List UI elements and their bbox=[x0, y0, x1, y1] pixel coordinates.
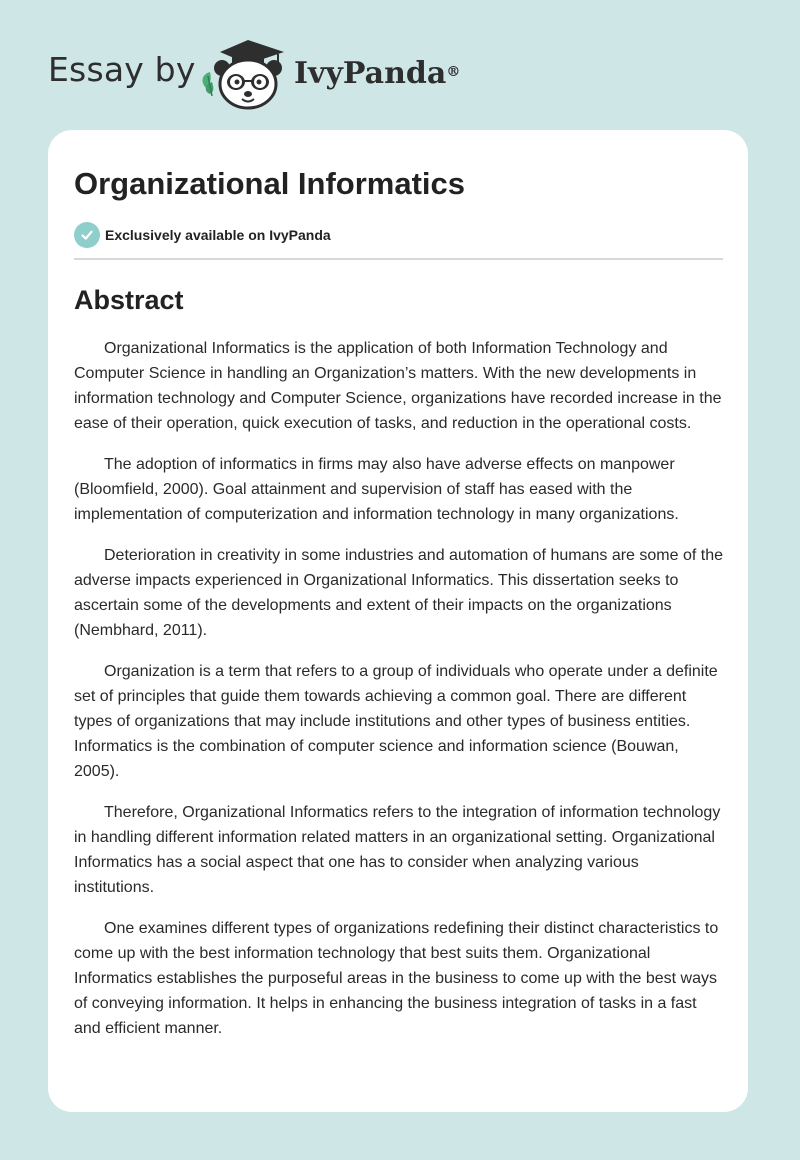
paragraph: Deterioration in creativity in some industries and automation of humans are some of the adverse impacts experienced in Organizational Informatics. This dissertation seeks to ascertain some of the developments and extent of their impacts on the organizations (Nembhard, 2011). bbox=[74, 547, 723, 639]
paragraph: One examines different types of organizations redefining their distinct characteristics to come up with the best information technology that best suits them. Organizational Informatics establishes the purposeful areas in the business to come up with the best ways of conveying information. It helps in enhancing the business integration of tasks in a fast and efficient manner. bbox=[74, 920, 719, 1037]
essay-title: Organizational Informatics bbox=[74, 166, 466, 201]
essay-card bbox=[48, 130, 748, 1112]
brand-name-text: IvyPanda bbox=[294, 56, 447, 91]
paragraph: Organization is a term that refers to a group of individuals who operate under a definite set of principles that guide them towards achieving a common goal. There are different types of organizations that may include institutions and other types of business entities. Informatics is the combination of computer science and information science (Bouwan, 2005). bbox=[74, 663, 718, 780]
essay-by-label: Essay by bbox=[48, 50, 196, 89]
paragraph: Organizational Informatics is the application of both Information Technology and Computer Science in handling an Organization’s matters. With the new developments in information technology and Computer Science, organizations have recorded increase in the ease of their operation, quick execution of tasks, and reduction in the operational costs. bbox=[74, 340, 722, 432]
site-header bbox=[0, 0, 800, 130]
brand-name[interactable] bbox=[294, 52, 460, 96]
exclusive-badge-label: Exclusively available on IvyPanda bbox=[105, 227, 331, 243]
essay-content bbox=[74, 164, 723, 1057]
panda-graduate-logo-icon[interactable] bbox=[198, 36, 290, 112]
abstract-body bbox=[74, 336, 723, 1041]
trademark-symbol: ® bbox=[446, 64, 461, 80]
exclusive-badge bbox=[74, 222, 723, 248]
check-circle-icon bbox=[74, 222, 100, 248]
paragraph: The adoption of informatics in firms may also have adverse effects on manpower (Bloomfield, 2000). Goal attainment and supervision of staff has eased with the implementation of computerization and information technology in many organizations. bbox=[74, 456, 679, 523]
section-heading-abstract: Abstract bbox=[74, 285, 184, 315]
leaf-icon bbox=[203, 72, 214, 96]
paragraph: Therefore, Organizational Informatics refers to the integration of information technology in handling different information related matters in an organizational setting. Organizational Informatics has a social aspect that one has to consider when analyzing various institutions. bbox=[74, 804, 721, 896]
title-divider bbox=[74, 258, 723, 260]
